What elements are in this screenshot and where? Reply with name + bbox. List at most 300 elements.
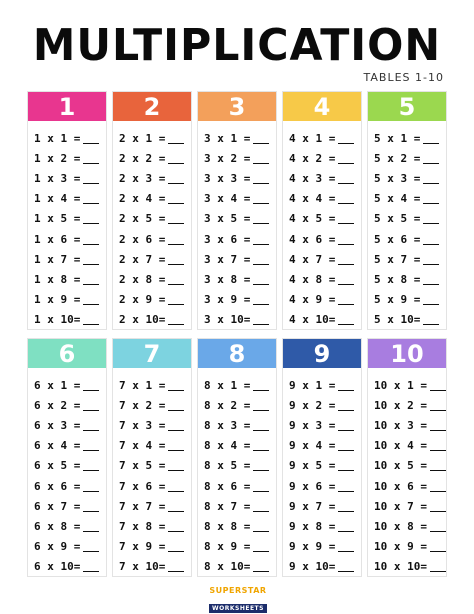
fact-text: 8 x 1 =: [204, 378, 251, 392]
answer-blank[interactable]: [253, 561, 269, 572]
fact-text: 8 x 7 =: [204, 499, 251, 513]
fact-text: 1 x 3 =: [34, 171, 81, 185]
fact-text: 6 x 3 =: [34, 418, 81, 432]
answer-blank[interactable]: [83, 440, 99, 451]
answer-blank[interactable]: [338, 274, 354, 285]
fact-item: [28, 436, 106, 456]
fact-item: [198, 249, 276, 269]
fact-text: 3 x 5 =: [204, 212, 251, 226]
fact-item: [368, 269, 446, 289]
answer-blank[interactable]: [168, 440, 184, 451]
answer-blank[interactable]: [430, 541, 446, 552]
page-title: MULTIPLICATION: [32, 20, 442, 71]
answer-blank[interactable]: [338, 521, 354, 532]
fact-item: [283, 249, 361, 269]
fact-item: [113, 209, 191, 229]
fact-item: [113, 456, 191, 476]
fact-item: [283, 436, 361, 456]
answer-blank[interactable]: [338, 400, 354, 411]
table-card: [367, 338, 447, 577]
answer-blank[interactable]: [168, 133, 184, 144]
answer-blank[interactable]: [253, 153, 269, 164]
fact-text: 10 x 9 =: [374, 540, 427, 554]
fact-item: [28, 290, 106, 310]
answer-blank[interactable]: [423, 314, 439, 325]
answer-blank[interactable]: [168, 400, 184, 411]
fact-text: 9 x 3 =: [289, 418, 336, 432]
answer-blank[interactable]: [168, 193, 184, 204]
answer-blank[interactable]: [168, 153, 184, 164]
fact-text: 2 x 6 =: [119, 232, 166, 246]
tables-row-top: [27, 91, 447, 330]
table-header: 6: [28, 339, 106, 368]
answer-blank[interactable]: [338, 420, 354, 431]
fact-item: [28, 148, 106, 168]
answer-blank[interactable]: [338, 173, 354, 184]
fact-text: 3 x 1 =: [204, 131, 251, 145]
fact-text: 10 x 5 =: [374, 459, 427, 473]
fact-item: [28, 310, 106, 330]
fact-text: 9 x 2 =: [289, 398, 336, 412]
table-card: [197, 91, 277, 330]
answer-blank[interactable]: [430, 561, 446, 572]
answer-blank[interactable]: [423, 254, 439, 265]
fact-text: 6 x 10=: [34, 560, 81, 574]
fact-item: [368, 537, 446, 557]
fact-text: 9 x 7 =: [289, 499, 336, 513]
fact-item: [198, 537, 276, 557]
fact-text: 6 x 5 =: [34, 459, 81, 473]
fact-item: [368, 516, 446, 536]
answer-blank[interactable]: [168, 254, 184, 265]
fact-text: 4 x 5 =: [289, 212, 336, 226]
answer-blank[interactable]: [430, 420, 446, 431]
fact-text: 4 x 4 =: [289, 192, 336, 206]
fact-item: [198, 436, 276, 456]
answer-blank[interactable]: [168, 481, 184, 492]
fact-text: 2 x 5 =: [119, 212, 166, 226]
fact-item: [198, 209, 276, 229]
fact-item: [28, 516, 106, 536]
fact-text: 9 x 6 =: [289, 479, 336, 493]
table-header: 8: [198, 339, 276, 368]
fact-text: 8 x 5 =: [204, 459, 251, 473]
answer-blank[interactable]: [253, 501, 269, 512]
answer-blank[interactable]: [338, 541, 354, 552]
fact-item: [113, 290, 191, 310]
fact-text: 1 x 1 =: [34, 131, 81, 145]
fact-text: 1 x 6 =: [34, 232, 81, 246]
fact-item: [283, 456, 361, 476]
fact-item: [283, 148, 361, 168]
answer-blank[interactable]: [83, 521, 99, 532]
fact-item: [368, 436, 446, 456]
fact-text: 1 x 8 =: [34, 272, 81, 286]
answer-blank[interactable]: [253, 541, 269, 552]
answer-blank[interactable]: [253, 274, 269, 285]
table-header: 9: [283, 339, 361, 368]
fact-text: 3 x 6 =: [204, 232, 251, 246]
answer-blank[interactable]: [253, 380, 269, 391]
answer-blank[interactable]: [253, 314, 269, 325]
answer-blank[interactable]: [423, 153, 439, 164]
answer-blank[interactable]: [338, 440, 354, 451]
table-header: 3: [198, 92, 276, 121]
answer-blank[interactable]: [168, 274, 184, 285]
fact-text: 6 x 6 =: [34, 479, 81, 493]
answer-blank[interactable]: [253, 460, 269, 471]
table-header: 7: [113, 339, 191, 368]
fact-item: [198, 310, 276, 330]
fact-item: [283, 415, 361, 435]
fact-text: 7 x 8 =: [119, 519, 166, 533]
answer-blank[interactable]: [423, 213, 439, 224]
table-card: [282, 91, 362, 330]
fact-text: 7 x 9 =: [119, 540, 166, 554]
fact-text: 10 x 8 =: [374, 519, 427, 533]
fact-text: 7 x 2 =: [119, 398, 166, 412]
answer-blank[interactable]: [168, 173, 184, 184]
answer-blank[interactable]: [423, 133, 439, 144]
facts-list: [113, 368, 191, 577]
answer-blank[interactable]: [253, 213, 269, 224]
answer-blank[interactable]: [338, 314, 354, 325]
fact-text: 3 x 7 =: [204, 252, 251, 266]
answer-blank[interactable]: [253, 440, 269, 451]
fact-item: [283, 269, 361, 289]
fact-text: 10 x 7 =: [374, 499, 427, 513]
answer-blank[interactable]: [338, 234, 354, 245]
answer-blank[interactable]: [83, 274, 99, 285]
answer-blank[interactable]: [168, 294, 184, 305]
facts-list: [198, 368, 276, 577]
answer-blank[interactable]: [83, 213, 99, 224]
fact-text: 6 x 9 =: [34, 540, 81, 554]
fact-text: 6 x 7 =: [34, 499, 81, 513]
fact-text: 2 x 1 =: [119, 131, 166, 145]
fact-text: 7 x 6 =: [119, 479, 166, 493]
answer-blank[interactable]: [253, 234, 269, 245]
fact-text: 4 x 3 =: [289, 171, 336, 185]
table-card: [112, 91, 192, 330]
fact-text: 8 x 2 =: [204, 398, 251, 412]
fact-text: 9 x 10=: [289, 560, 336, 574]
answer-blank[interactable]: [430, 481, 446, 492]
answer-blank[interactable]: [168, 420, 184, 431]
page-subtitle: TABLES 1-10: [363, 71, 444, 84]
fact-item: [28, 209, 106, 229]
fact-item: [283, 537, 361, 557]
fact-item: [198, 496, 276, 516]
answer-blank[interactable]: [83, 173, 99, 184]
fact-item: [113, 128, 191, 148]
answer-blank[interactable]: [253, 400, 269, 411]
answer-blank[interactable]: [168, 561, 184, 572]
fact-item: [113, 310, 191, 330]
fact-text: 2 x 2 =: [119, 151, 166, 165]
answer-blank[interactable]: [168, 501, 184, 512]
answer-blank[interactable]: [338, 153, 354, 164]
fact-text: 8 x 3 =: [204, 418, 251, 432]
table-header: 4: [283, 92, 361, 121]
fact-item: [198, 415, 276, 435]
fact-item: [368, 148, 446, 168]
table-card: [27, 91, 107, 330]
table-card: [112, 338, 192, 577]
fact-item: [113, 269, 191, 289]
answer-blank[interactable]: [338, 133, 354, 144]
fact-item: [113, 415, 191, 435]
answer-blank[interactable]: [423, 234, 439, 245]
fact-text: 5 x 4 =: [374, 192, 421, 206]
answer-blank[interactable]: [253, 193, 269, 204]
fact-item: [198, 290, 276, 310]
logo-line1: SUPERSTAR: [209, 586, 267, 595]
fact-text: 8 x 8 =: [204, 519, 251, 533]
fact-text: 1 x 2 =: [34, 151, 81, 165]
fact-item: [28, 496, 106, 516]
fact-item: [113, 476, 191, 496]
answer-blank[interactable]: [83, 254, 99, 265]
answer-blank[interactable]: [338, 460, 354, 471]
fact-text: 9 x 5 =: [289, 459, 336, 473]
table-card: [367, 91, 447, 330]
answer-blank[interactable]: [83, 193, 99, 204]
fact-text: 5 x 6 =: [374, 232, 421, 246]
fact-text: 10 x 3 =: [374, 418, 427, 432]
table-card: [27, 338, 107, 577]
facts-list: [283, 121, 361, 330]
fact-item: [113, 436, 191, 456]
fact-text: 2 x 10=: [119, 313, 166, 327]
fact-text: 7 x 3 =: [119, 418, 166, 432]
answer-blank[interactable]: [253, 133, 269, 144]
answer-blank[interactable]: [253, 173, 269, 184]
fact-item: [28, 249, 106, 269]
answer-blank[interactable]: [83, 541, 99, 552]
facts-list: [28, 368, 106, 577]
answer-blank[interactable]: [338, 380, 354, 391]
answer-blank[interactable]: [168, 460, 184, 471]
answer-blank[interactable]: [338, 561, 354, 572]
fact-text: 4 x 10=: [289, 313, 336, 327]
fact-item: [283, 229, 361, 249]
answer-blank[interactable]: [83, 380, 99, 391]
answer-blank[interactable]: [430, 501, 446, 512]
answer-blank[interactable]: [423, 193, 439, 204]
fact-text: 5 x 1 =: [374, 131, 421, 145]
fact-item: [113, 557, 191, 577]
answer-blank[interactable]: [83, 314, 99, 325]
answer-blank[interactable]: [168, 234, 184, 245]
fact-item: [28, 269, 106, 289]
answer-blank[interactable]: [83, 561, 99, 572]
fact-item: [283, 516, 361, 536]
fact-text: 1 x 7 =: [34, 252, 81, 266]
fact-item: [113, 395, 191, 415]
fact-item: [28, 128, 106, 148]
tables-row-bottom: [27, 338, 447, 577]
fact-item: [283, 209, 361, 229]
fact-text: 10 x 2 =: [374, 398, 427, 412]
fact-item: [198, 128, 276, 148]
fact-item: [113, 249, 191, 269]
fact-text: 6 x 1 =: [34, 378, 81, 392]
answer-blank[interactable]: [430, 440, 446, 451]
answer-blank[interactable]: [430, 400, 446, 411]
fact-item: [28, 476, 106, 496]
answer-blank[interactable]: [253, 294, 269, 305]
answer-blank[interactable]: [83, 294, 99, 305]
fact-item: [368, 496, 446, 516]
fact-text: 6 x 4 =: [34, 439, 81, 453]
fact-item: [198, 168, 276, 188]
fact-item: [28, 189, 106, 209]
fact-item: [283, 290, 361, 310]
fact-item: [198, 557, 276, 577]
fact-item: [198, 395, 276, 415]
answer-blank[interactable]: [423, 274, 439, 285]
table-header: 2: [113, 92, 191, 121]
answer-blank[interactable]: [430, 521, 446, 532]
answer-blank[interactable]: [338, 294, 354, 305]
answer-blank[interactable]: [423, 294, 439, 305]
fact-text: 3 x 9 =: [204, 293, 251, 307]
fact-text: 5 x 9 =: [374, 293, 421, 307]
fact-text: 8 x 10=: [204, 560, 251, 574]
answer-blank[interactable]: [83, 133, 99, 144]
fact-text: 7 x 4 =: [119, 439, 166, 453]
answer-blank[interactable]: [338, 254, 354, 265]
answer-blank[interactable]: [253, 521, 269, 532]
fact-item: [28, 168, 106, 188]
fact-text: 7 x 1 =: [119, 378, 166, 392]
fact-text: 3 x 3 =: [204, 171, 251, 185]
fact-item: [198, 456, 276, 476]
answer-blank[interactable]: [253, 420, 269, 431]
logo-line2: WORKSHEETS: [209, 604, 267, 613]
fact-text: 2 x 7 =: [119, 252, 166, 266]
fact-text: 9 x 8 =: [289, 519, 336, 533]
fact-item: [28, 229, 106, 249]
answer-blank[interactable]: [253, 254, 269, 265]
fact-text: 10 x 10=: [374, 560, 427, 574]
fact-item: [198, 229, 276, 249]
answer-blank[interactable]: [430, 380, 446, 391]
fact-text: 2 x 9 =: [119, 293, 166, 307]
answer-blank[interactable]: [83, 481, 99, 492]
fact-text: 3 x 2 =: [204, 151, 251, 165]
fact-item: [113, 537, 191, 557]
fact-item: [113, 168, 191, 188]
fact-item: [368, 290, 446, 310]
fact-text: 5 x 3 =: [374, 171, 421, 185]
answer-blank[interactable]: [338, 213, 354, 224]
fact-item: [198, 148, 276, 168]
fact-text: 5 x 8 =: [374, 272, 421, 286]
fact-text: 6 x 2 =: [34, 398, 81, 412]
fact-item: [198, 516, 276, 536]
facts-list: [28, 121, 106, 330]
answer-blank[interactable]: [338, 481, 354, 492]
fact-item: [283, 395, 361, 415]
answer-blank[interactable]: [83, 460, 99, 471]
facts-list: [198, 121, 276, 330]
answer-blank[interactable]: [83, 501, 99, 512]
tables-grid: [27, 91, 447, 577]
fact-item: [198, 375, 276, 395]
table-header: 1: [28, 92, 106, 121]
fact-text: 5 x 7 =: [374, 252, 421, 266]
fact-text: 4 x 9 =: [289, 293, 336, 307]
fact-item: [368, 128, 446, 148]
fact-item: [368, 395, 446, 415]
fact-item: [113, 375, 191, 395]
fact-text: 10 x 4 =: [374, 439, 427, 453]
answer-blank[interactable]: [423, 173, 439, 184]
table-header: 5: [368, 92, 446, 121]
fact-item: [198, 476, 276, 496]
table-card: [282, 338, 362, 577]
fact-text: 4 x 8 =: [289, 272, 336, 286]
fact-text: 4 x 7 =: [289, 252, 336, 266]
fact-text: 8 x 9 =: [204, 540, 251, 554]
fact-item: [283, 128, 361, 148]
answer-blank[interactable]: [83, 153, 99, 164]
answer-blank[interactable]: [168, 213, 184, 224]
fact-text: 8 x 6 =: [204, 479, 251, 493]
answer-blank[interactable]: [83, 234, 99, 245]
fact-item: [113, 496, 191, 516]
answer-blank[interactable]: [253, 481, 269, 492]
answer-blank[interactable]: [83, 420, 99, 431]
fact-item: [28, 415, 106, 435]
answer-blank[interactable]: [168, 521, 184, 532]
fact-item: [368, 249, 446, 269]
fact-item: [113, 148, 191, 168]
answer-blank[interactable]: [338, 501, 354, 512]
fact-text: 7 x 5 =: [119, 459, 166, 473]
answer-blank[interactable]: [83, 400, 99, 411]
fact-text: 3 x 4 =: [204, 192, 251, 206]
fact-text: 2 x 3 =: [119, 171, 166, 185]
answer-blank[interactable]: [168, 541, 184, 552]
answer-blank[interactable]: [168, 380, 184, 391]
answer-blank[interactable]: [338, 193, 354, 204]
fact-item: [28, 375, 106, 395]
fact-item: [368, 456, 446, 476]
fact-item: [283, 557, 361, 577]
fact-item: [368, 229, 446, 249]
fact-item: [368, 415, 446, 435]
fact-text: 4 x 6 =: [289, 232, 336, 246]
table-card: [197, 338, 277, 577]
fact-item: [368, 375, 446, 395]
fact-text: 4 x 1 =: [289, 131, 336, 145]
fact-item: [113, 229, 191, 249]
table-header: 10: [368, 339, 446, 368]
fact-text: 4 x 2 =: [289, 151, 336, 165]
fact-item: [28, 395, 106, 415]
fact-text: 9 x 1 =: [289, 378, 336, 392]
fact-item: [198, 189, 276, 209]
answer-blank[interactable]: [168, 314, 184, 325]
fact-text: 1 x 5 =: [34, 212, 81, 226]
fact-item: [283, 189, 361, 209]
facts-list: [368, 121, 446, 330]
answer-blank[interactable]: [430, 460, 446, 471]
fact-text: 10 x 1 =: [374, 378, 427, 392]
